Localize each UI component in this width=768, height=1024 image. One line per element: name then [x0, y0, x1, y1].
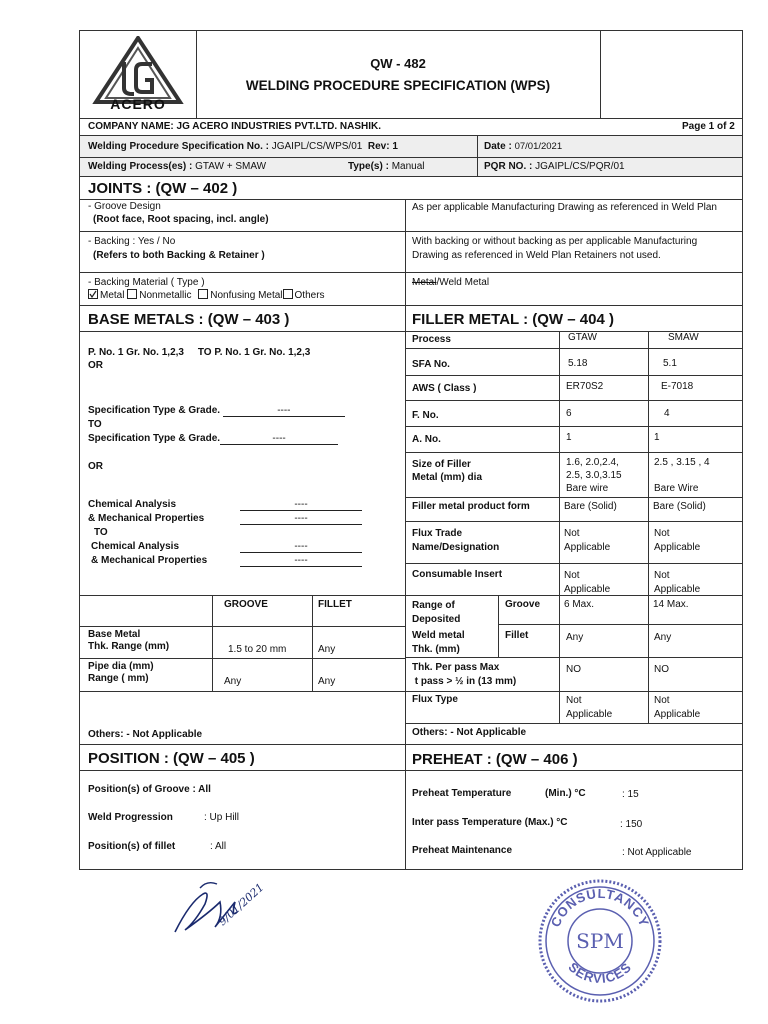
spec-type-2: Specification Type & Grade. ----	[88, 433, 338, 445]
chemical-analysis-2: Chemical Analysis	[91, 541, 180, 552]
consultancy-stamp	[535, 878, 665, 1004]
pipe-groove-value: Any	[224, 676, 242, 687]
stamp-seal-icon	[535, 878, 665, 1004]
thickness-range-label: Base Metal Thk. Range (mm)	[88, 629, 170, 652]
backing-material-label: - Backing Material ( Type )	[88, 277, 205, 288]
company-logo	[90, 36, 186, 116]
checkbox-icon	[283, 289, 293, 299]
stamp-top-text: CONSULTANCY	[547, 885, 653, 930]
preheat-maintenance-label: Preheat Maintenance	[412, 845, 513, 856]
smaw-column-header: SMAW	[668, 332, 699, 343]
base-others: Others: - Not Applicable	[88, 729, 203, 740]
form-number: QW - 482	[370, 56, 426, 71]
preheat-heading: PREHEAT : (QW – 406 )	[412, 751, 578, 768]
stamp-center-text: SPM	[576, 929, 624, 953]
svg-text:SERVICES	[565, 959, 634, 986]
wps-number-field: Welding Procedure Specification No. : JGAIPL/CS/WPS/01 Rev: 1	[88, 141, 398, 152]
checkbox-checked-icon	[88, 289, 98, 299]
checkbox-icon	[198, 289, 208, 299]
nonmetallic-checkbox[interactable]: Nonmetallic	[127, 290, 191, 301]
groove-design-sub: (Root face, Root spacing, incl. angle)	[93, 214, 269, 225]
filler-others: Others: - Not Applicable	[412, 727, 527, 738]
weld-progression-value: : Up Hill	[204, 812, 240, 823]
pipe-fillet-value: Any	[318, 676, 336, 687]
page-number: Page 1 of 2	[682, 121, 735, 132]
signature-date: 9/01/2021	[215, 880, 267, 929]
signature	[165, 872, 295, 947]
joints-heading: JOINTS : (QW – 402 )	[88, 180, 238, 197]
others-checkbox[interactable]: Others	[283, 290, 325, 301]
p-number-range: P. No. 1 Gr. No. 1,2,3 TO P. No. 1 Gr. No. 1,2,3	[88, 347, 311, 358]
frame-top	[79, 30, 743, 31]
gtaw-column-header: GTAW	[568, 332, 597, 343]
fillet-column-header: FILLET	[318, 599, 352, 610]
preheat-maintenance-value: : Not Applicable	[622, 847, 692, 858]
thickness-fillet-value: Any	[318, 644, 336, 655]
preheat-temp-label: Preheat Temperature	[412, 788, 512, 799]
interpass-temp-label: Inter pass Temperature (Max.) °C	[412, 817, 568, 828]
metal-checkbox[interactable]: Metal	[88, 290, 124, 301]
spec-type-1: Specification Type & Grade. ----	[88, 405, 345, 417]
welding-process-field: Welding Process(es) : GTAW + SMAW	[88, 161, 267, 172]
company-name: COMPANY NAME: JG ACERO INDUSTRIES PVT.LTD. NASHIK.	[88, 121, 381, 132]
groove-design-value: As per applicable Manufacturing Drawing as referenced in Weld Plan	[412, 202, 717, 213]
checkbox-icon	[127, 289, 137, 299]
chemical-analysis-1: Chemical Analysis	[88, 499, 177, 510]
backing-material-options	[88, 290, 325, 301]
logo-text: ACERO	[110, 96, 166, 112]
backing-material-value: Metal/Weld Metal	[412, 277, 490, 288]
filler-metal-heading: FILLER METAL : (QW – 404 )	[412, 311, 614, 328]
frame-bottom	[79, 869, 743, 870]
type-field: Type(s) : Manual	[348, 161, 425, 172]
weld-progression-label: Weld Progression	[88, 812, 173, 823]
base-metals-heading: BASE METALS : (QW – 403 )	[88, 311, 290, 328]
pipe-dia-label: Pipe dia (mm) Range ( mm)	[88, 661, 154, 684]
page-title: WELDING PROCEDURE SPECIFICATION (WPS)	[245, 78, 551, 93]
position-groove: Position(s) of Groove : All	[88, 784, 211, 795]
position-fillet-value: : All	[210, 841, 227, 852]
pqr-number-field: PQR NO. : JGAIPL/CS/PQR/01	[484, 161, 625, 172]
nonfusing-checkbox[interactable]: Nonfusing Metal	[194, 290, 282, 301]
position-fillet-label: Position(s) of fillet	[88, 841, 176, 852]
preheat-temp-value: : 15	[622, 789, 639, 800]
thickness-groove-value: 1.5 to 20 mm	[228, 644, 287, 655]
mechanical-properties-1: & Mechanical Properties	[88, 513, 205, 524]
date-field: Date : 07/01/2021	[484, 141, 563, 152]
mechanical-properties-2: & Mechanical Properties	[91, 555, 208, 566]
backing-value: With backing or without backing as per applicable Manufacturing Drawing as referenced in Weld Plan Retainers not used.	[412, 236, 698, 261]
position-heading: POSITION : (QW – 405 )	[88, 750, 255, 767]
backing-label: - Backing : Yes / No	[88, 236, 176, 247]
groove-column-header: GROOVE	[224, 599, 268, 610]
backing-sub: (Refers to both Backing & Retainer )	[93, 250, 265, 261]
groove-design-label: - Groove Design	[88, 201, 161, 212]
interpass-temp-value: : 150	[620, 819, 643, 830]
stamp-bottom-text: SERVICES	[565, 959, 635, 987]
